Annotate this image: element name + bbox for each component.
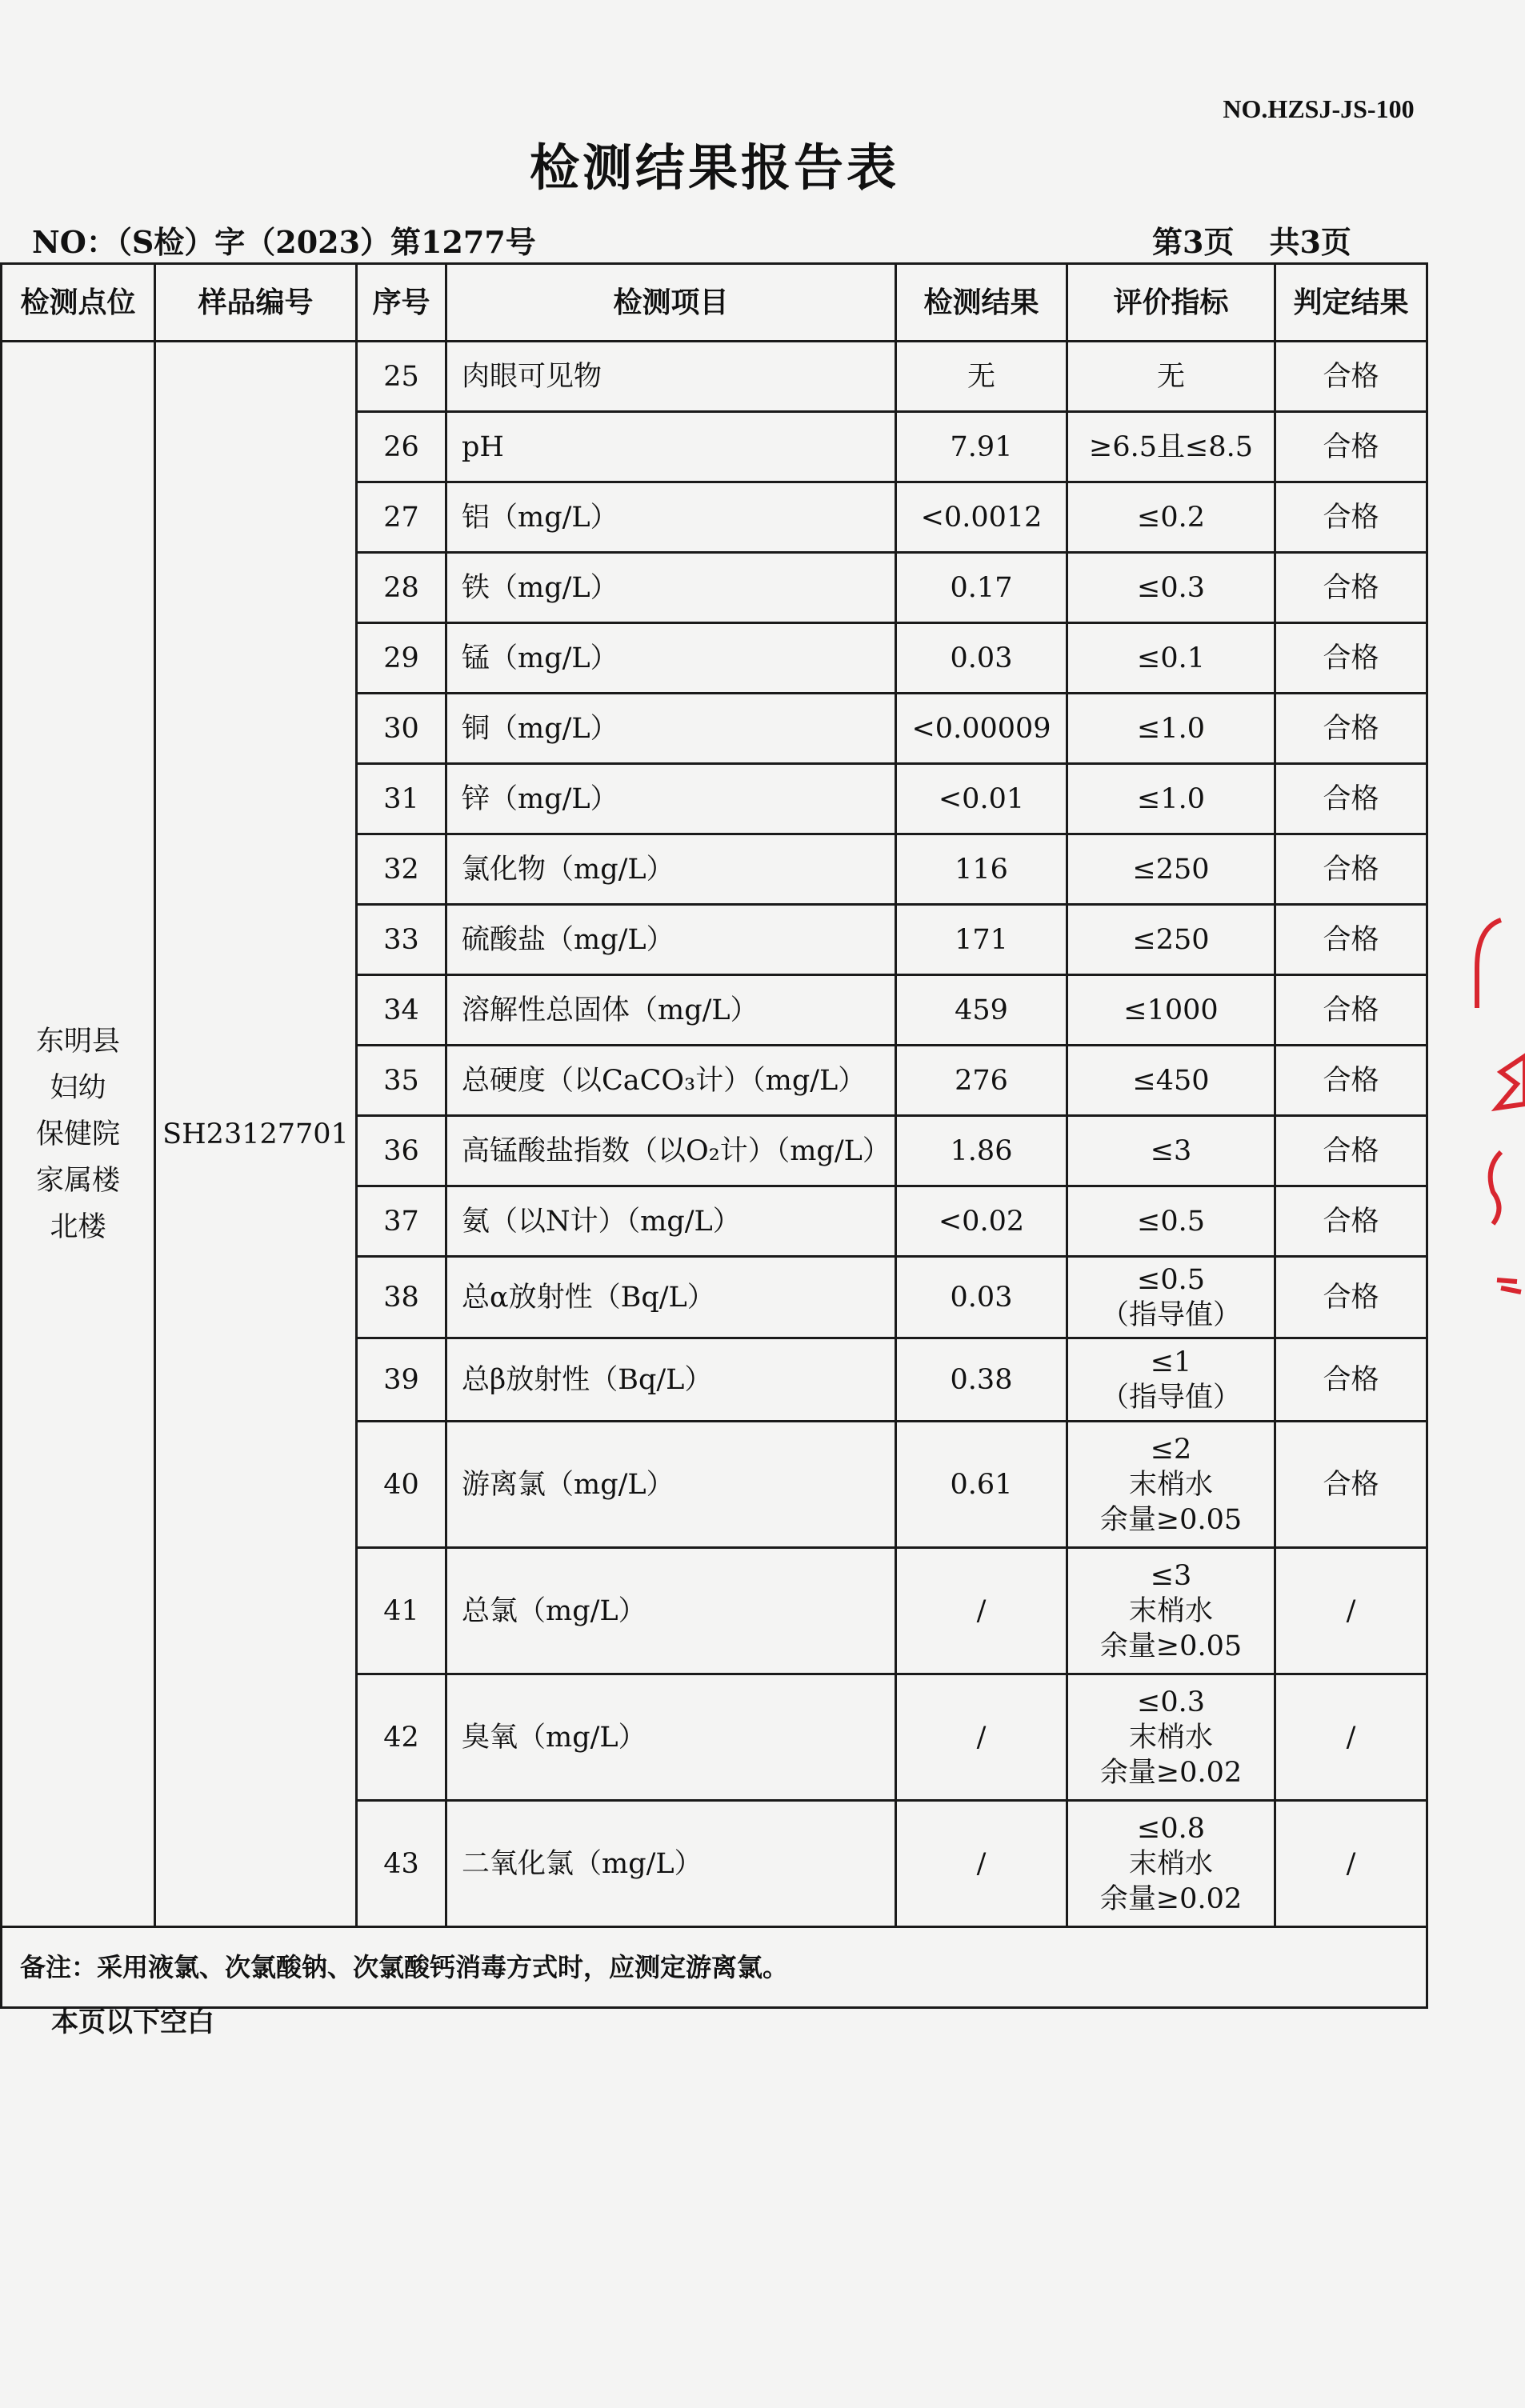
table-row <box>2 342 1427 412</box>
limit-line: ≤0.2 <box>1137 501 1205 534</box>
red-seal-fragment <box>1469 912 1525 1328</box>
verdict-cell: 合格 <box>1275 975 1427 1046</box>
result-cell: 276 <box>896 1046 1067 1116</box>
result-cell: <0.0012 <box>896 482 1067 553</box>
row-number-cell: 31 <box>357 764 446 834</box>
test-item-cell: 硫酸盐（mg/L） <box>446 905 896 975</box>
limit-cell <box>1067 1548 1275 1674</box>
limit-cell <box>1067 1186 1275 1257</box>
column-header: 判定结果 <box>1275 264 1427 342</box>
limit-line: ≤0.1 <box>1137 642 1205 674</box>
location-line: 北楼 <box>50 1210 106 1243</box>
location-cell <box>2 342 155 1927</box>
row-number-cell: 39 <box>357 1338 446 1422</box>
limit-cell <box>1067 623 1275 694</box>
row-number-cell: 41 <box>357 1548 446 1674</box>
verdict-cell: 合格 <box>1275 553 1427 623</box>
limit-cell <box>1067 905 1275 975</box>
column-header: 样品编号 <box>155 264 357 342</box>
test-item-cell: 总硬度（以CaCO₃计）（mg/L） <box>446 1046 896 1116</box>
result-cell: 459 <box>896 975 1067 1046</box>
results-table <box>0 262 1428 2009</box>
test-item-cell: 锰（mg/L） <box>446 623 896 694</box>
test-item-cell: 游离氯（mg/L） <box>446 1422 896 1548</box>
verdict-cell: 合格 <box>1275 1257 1427 1338</box>
result-cell: 0.38 <box>896 1338 1067 1422</box>
test-item-cell: 铝（mg/L） <box>446 482 896 553</box>
row-number-cell: 29 <box>357 623 446 694</box>
test-item-cell: 氯化物（mg/L） <box>446 834 896 905</box>
limit-line: ≤1 <box>1150 1346 1192 1378</box>
row-number-cell: 34 <box>357 975 446 1046</box>
limit-line: ≤250 <box>1132 923 1210 956</box>
limit-line: ≤1000 <box>1123 994 1219 1026</box>
test-item-cell: 总α放射性（Bq/L） <box>446 1257 896 1338</box>
limit-line: ≤1.0 <box>1137 712 1205 745</box>
column-header: 检测点位 <box>2 264 155 342</box>
limit-line: 余量≥0.05 <box>1099 1503 1243 1536</box>
result-cell: <0.00009 <box>896 694 1067 764</box>
verdict-cell: 合格 <box>1275 623 1427 694</box>
limit-cell <box>1067 975 1275 1046</box>
row-number-cell: 43 <box>357 1801 446 1927</box>
result-cell: / <box>896 1548 1067 1674</box>
limit-cell <box>1067 764 1275 834</box>
location-line: 东明县 <box>35 1025 120 1058</box>
location-line: 保健院 <box>35 1118 120 1150</box>
column-header: 序号 <box>357 264 446 342</box>
limit-cell <box>1067 694 1275 764</box>
limit-line: ≥6.5且≤8.5 <box>1089 430 1253 463</box>
limit-line: ≤1.0 <box>1137 782 1205 815</box>
column-header: 评价指标 <box>1067 264 1275 342</box>
result-cell: 116 <box>896 834 1067 905</box>
verdict-cell: 合格 <box>1275 1116 1427 1186</box>
limit-cell <box>1067 1338 1275 1422</box>
limit-line: （指导值） <box>1100 1298 1241 1331</box>
limit-line: 余量≥0.02 <box>1099 1756 1243 1789</box>
limit-line: ≤0.3 <box>1137 571 1205 604</box>
limit-cell <box>1067 342 1275 412</box>
verdict-cell: 合格 <box>1275 482 1427 553</box>
column-header: 检测项目 <box>446 264 896 342</box>
test-item-cell: 肉眼可见物 <box>446 342 896 412</box>
row-number-cell: 28 <box>357 553 446 623</box>
verdict-cell: / <box>1275 1674 1427 1801</box>
document-code: NO.HZSJ-JS-100 <box>1223 94 1415 123</box>
row-number-cell: 27 <box>357 482 446 553</box>
test-item-cell: 铁（mg/L） <box>446 553 896 623</box>
row-number-cell: 40 <box>357 1422 446 1548</box>
limit-cell <box>1067 1257 1275 1338</box>
limit-line: 末梢水 <box>1128 1847 1213 1880</box>
result-cell: 0.03 <box>896 623 1067 694</box>
result-cell: / <box>896 1801 1067 1927</box>
row-number-cell: 35 <box>357 1046 446 1116</box>
row-number-cell: 30 <box>357 694 446 764</box>
limit-cell <box>1067 1801 1275 1927</box>
limit-line: ≤3 <box>1150 1134 1192 1167</box>
test-item-cell: 锌（mg/L） <box>446 764 896 834</box>
result-cell: 0.61 <box>896 1422 1067 1548</box>
limit-cell <box>1067 1674 1275 1801</box>
limit-cell <box>1067 553 1275 623</box>
verdict-cell: 合格 <box>1275 412 1427 482</box>
location-line: 妇幼 <box>50 1071 106 1104</box>
limit-line: ≤3 <box>1150 1559 1192 1592</box>
test-item-cell: 二氧化氯（mg/L） <box>446 1801 896 1927</box>
limit-line: ≤250 <box>1132 853 1210 886</box>
result-cell: 0.03 <box>896 1257 1067 1338</box>
table-note: 备注：采用液氯、次氯酸钠、次氯酸钙消毒方式时，应测定游离氯。 <box>2 1927 1427 2008</box>
blank-notice: 本页以下空白 <box>51 2006 214 2038</box>
row-number-cell: 37 <box>357 1186 446 1257</box>
row-number-cell: 42 <box>357 1674 446 1801</box>
verdict-cell: 合格 <box>1275 834 1427 905</box>
limit-line: ≤0.3 <box>1137 1686 1205 1718</box>
page-total: 共3页 <box>1269 224 1351 260</box>
note-row <box>2 1927 1427 2008</box>
test-item-cell: 总β放射性（Bq/L） <box>446 1338 896 1422</box>
limit-line: 余量≥0.02 <box>1099 1882 1243 1915</box>
result-cell: <0.02 <box>896 1186 1067 1257</box>
location-line: 家属楼 <box>35 1164 120 1197</box>
result-cell: / <box>896 1674 1067 1801</box>
verdict-cell: 合格 <box>1275 1186 1427 1257</box>
result-cell: 1.86 <box>896 1116 1067 1186</box>
verdict-cell: / <box>1275 1548 1427 1674</box>
limit-line: ≤0.5 <box>1137 1263 1205 1296</box>
limit-cell <box>1067 482 1275 553</box>
column-header: 检测结果 <box>896 264 1067 342</box>
test-item-cell: 铜（mg/L） <box>446 694 896 764</box>
test-item-cell: 臭氧（mg/L） <box>446 1674 896 1801</box>
limit-line: 末梢水 <box>1128 1468 1213 1501</box>
limit-cell <box>1067 1422 1275 1548</box>
result-cell: 0.17 <box>896 553 1067 623</box>
verdict-cell: / <box>1275 1801 1427 1927</box>
verdict-cell: 合格 <box>1275 1046 1427 1116</box>
result-cell: 7.91 <box>896 412 1067 482</box>
limit-line: （指导值） <box>1100 1381 1241 1414</box>
test-item-cell: 氨（以N计）（mg/L） <box>446 1186 896 1257</box>
verdict-cell: 合格 <box>1275 342 1427 412</box>
limit-line: 末梢水 <box>1128 1721 1213 1754</box>
test-item-cell: pH <box>446 412 896 482</box>
verdict-cell: 合格 <box>1275 694 1427 764</box>
limit-line: ≤0.5 <box>1137 1205 1205 1238</box>
row-number-cell: 32 <box>357 834 446 905</box>
sample-id-cell: SH23127701 <box>155 342 357 1927</box>
limit-cell <box>1067 1046 1275 1116</box>
test-item-cell: 高锰酸盐指数（以O₂计）（mg/L） <box>446 1116 896 1186</box>
limit-cell <box>1067 1116 1275 1186</box>
verdict-cell: 合格 <box>1275 1422 1427 1548</box>
verdict-cell: 合格 <box>1275 905 1427 975</box>
result-cell: 171 <box>896 905 1067 975</box>
limit-cell <box>1067 834 1275 905</box>
limit-line: ≤450 <box>1132 1064 1210 1097</box>
limit-line: ≤0.8 <box>1137 1812 1205 1845</box>
row-number-cell: 36 <box>357 1116 446 1186</box>
test-item-cell: 溶解性总固体（mg/L） <box>446 975 896 1046</box>
limit-line: 末梢水 <box>1128 1594 1213 1627</box>
row-number-cell: 25 <box>357 342 446 412</box>
result-cell: 无 <box>896 342 1067 412</box>
row-number-cell: 33 <box>357 905 446 975</box>
verdict-cell: 合格 <box>1275 764 1427 834</box>
row-number-cell: 26 <box>357 412 446 482</box>
report-number: NO：（S检）字（2023）第1277号 <box>32 224 536 260</box>
result-cell: <0.01 <box>896 764 1067 834</box>
limit-line: 无 <box>1156 360 1185 393</box>
limit-line: ≤2 <box>1150 1433 1192 1466</box>
row-number-cell: 38 <box>357 1257 446 1338</box>
table-header-row <box>2 264 1427 342</box>
verdict-cell: 合格 <box>1275 1338 1427 1422</box>
page-current: 第3页 <box>1152 224 1235 260</box>
test-item-cell: 总氯（mg/L） <box>446 1548 896 1674</box>
limit-cell <box>1067 412 1275 482</box>
page-info <box>1152 218 1351 262</box>
page-title: 检测结果报告表 <box>529 138 899 197</box>
limit-line: 余量≥0.05 <box>1099 1630 1243 1662</box>
